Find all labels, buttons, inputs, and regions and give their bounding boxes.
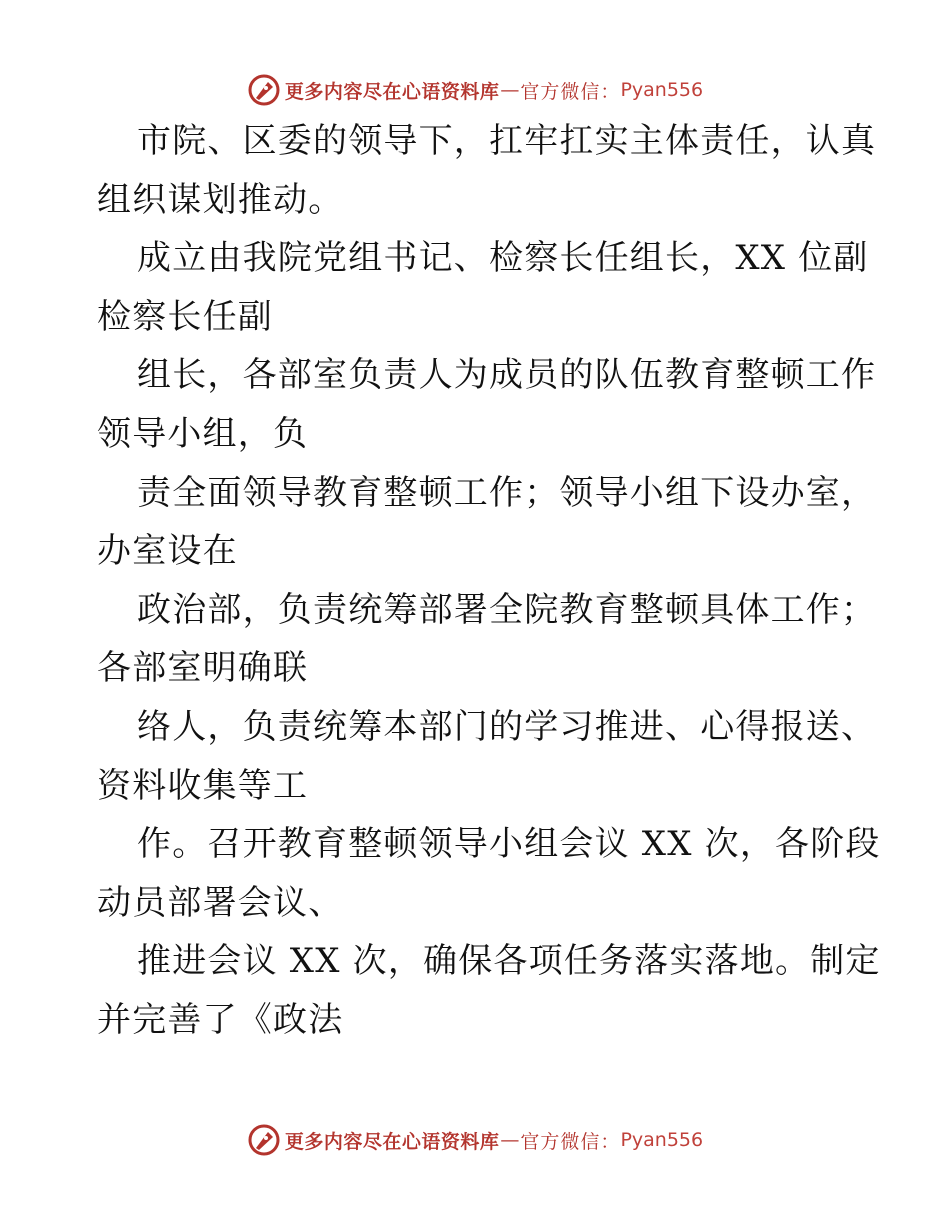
footer-banner [0,1120,950,1160]
text-line: 检察长任副 [97,296,273,337]
document-body [97,112,881,1050]
header-banner [0,70,950,110]
pen-nib-circle-icon [247,73,281,107]
text-line: 办室设在 [97,531,238,572]
pen-nib-circle-icon [247,1123,281,1157]
banner-title: 更多内容尽在心语资料库 [284,80,500,103]
text-line: 责全面领导教育整顿工作；领导小组下设办室， [137,472,877,513]
banner-wechat-id: Pyan556 [620,1129,704,1151]
text-line: 作。召开教育整顿领导小组会议 XX 次，各阶段 [137,824,881,865]
text-line: 络人，负责统筹本部门的学习推进、心得报送、 [137,706,877,747]
text-line: 成立由我院党组书记、检察长任组长，XX 位副 [137,238,869,279]
text-line: 领导小组，负 [97,413,309,454]
text-line: 市院、区委的领导下，扛牢扛实主体责任，认真 [137,121,877,161]
banner-subtitle: 官方微信： [520,1130,621,1153]
text-line: 推进会议 XX 次，确保各项任务落实落地。制定 [137,941,881,982]
banner-dash: — [500,1129,520,1151]
text-line: 资料收集等工 [97,765,309,806]
text-line: 组长，各部室负责人为成员的队伍教育整顿工作 [137,355,877,396]
text-line: 各部室明确联 [97,648,309,689]
banner-dash: — [500,79,520,101]
text-line: 并完善了《政法 [97,999,344,1040]
banner-title: 更多内容尽在心语资料库 [284,1130,500,1153]
text-line: 动员部署会议、 [97,882,344,923]
banner-subtitle: 官方微信： [520,80,621,103]
banner-wechat-id: Pyan556 [620,79,704,101]
text-line: 组织谋划推动。 [97,179,344,220]
text-line: 政治部，负责统筹部署全院教育整顿具体工作； [137,589,877,630]
